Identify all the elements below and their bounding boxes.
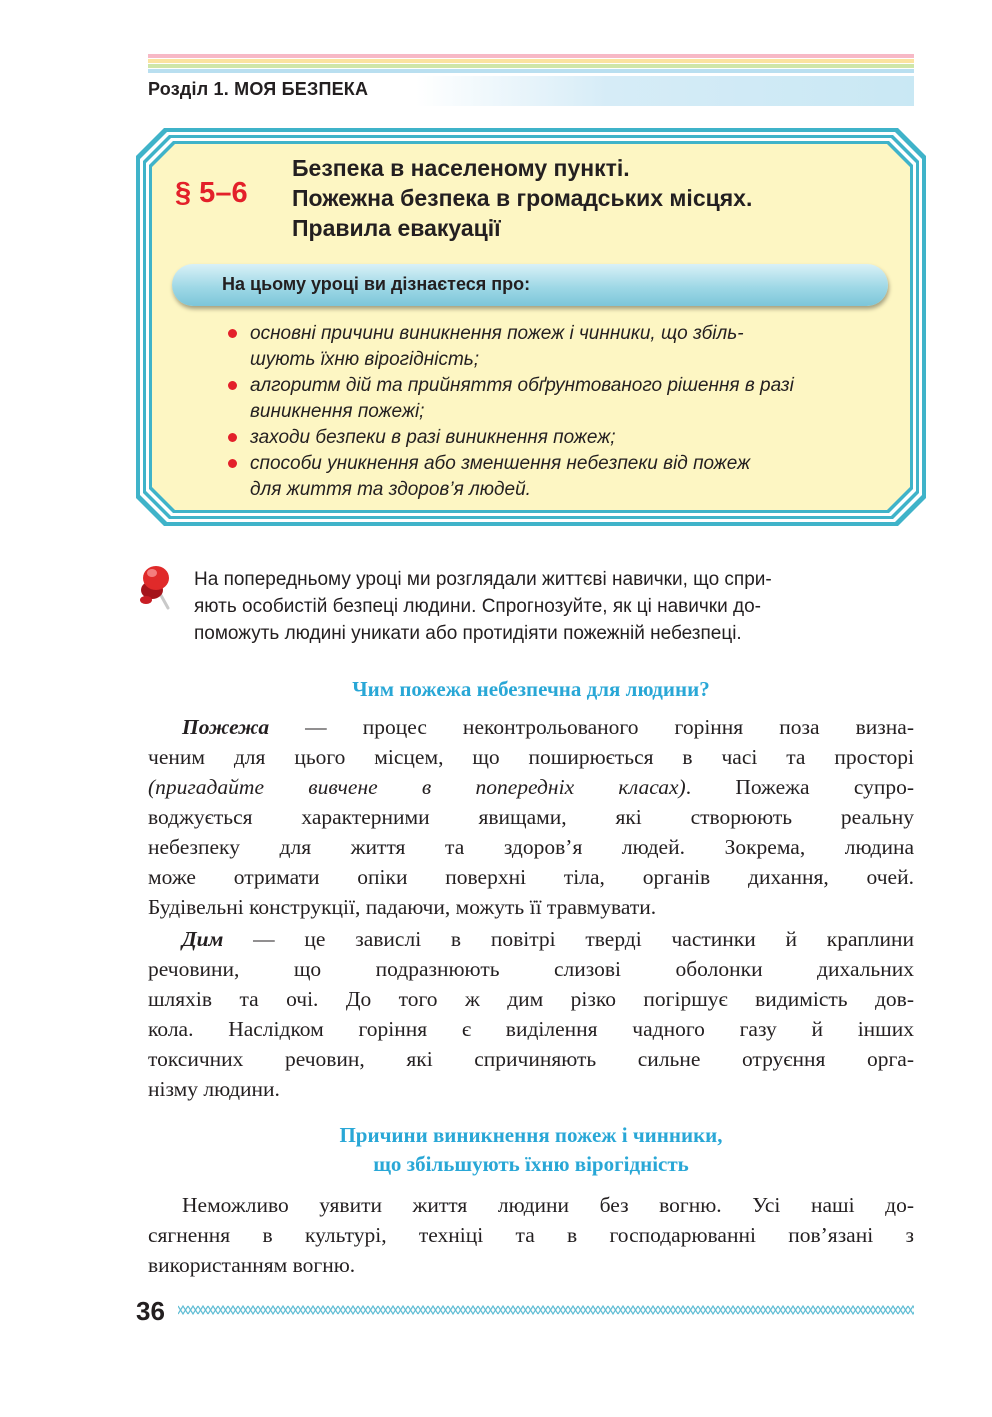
lesson-title <box>292 153 752 243</box>
paragraph-fire-intro <box>148 1190 914 1280</box>
list-item-line: основні причини виникнення пожеж і чинники, що збіль- <box>250 323 744 344</box>
lesson-title-line: Правила евакуації <box>292 215 501 241</box>
text-line: кола. Наслідком горіння є виділення чадного газу й інших <box>148 1017 914 1041</box>
section-label: Розділ 1. МОЯ БЕЗПЕКА <box>148 79 369 99</box>
intro-paragraph <box>194 566 914 647</box>
text-line: небезпеку для життя та здоров’я людей. Зокрема, людина <box>148 835 914 859</box>
text-line: Неможливо уявити життя людини без вогню. Усі наші до- <box>182 1193 914 1217</box>
text-line: використанням вогню. <box>148 1253 356 1277</box>
bullet-dot-icon <box>228 459 237 468</box>
list-item-line: виникнення пожежі; <box>250 401 425 422</box>
list-item-line: способи уникнення або зменшення небезпеки від пожеж <box>250 453 751 474</box>
text-line: може отримати опіки поверхні тіла, органів дихання, очей. <box>148 865 914 889</box>
text-fragment: — це завислі в повітрі тверді частинки й краплини <box>223 927 914 951</box>
section-heading: Чим пожежа небезпечна для людини? <box>352 677 710 701</box>
text-line: токсичних речовин, які спричиняють сильне отруєння орга- <box>148 1047 914 1071</box>
learning-objectives-list <box>228 321 878 503</box>
bullet-dot-icon <box>228 381 237 390</box>
list-item-line: алгоритм дій та прийняття обґрунтованого рішення в разі <box>250 375 794 396</box>
text-line: воджується характерними явищами, які створюють реальну <box>148 805 914 829</box>
text-line: ченим для цього місцем, що поширюється в часі та просторі <box>148 745 914 769</box>
intro-line: яють особистій безпеці людини. Спрогнозуйте, як ці навички до- <box>194 596 761 617</box>
paragraph-fire-definition <box>148 712 914 922</box>
bullet-dot-icon <box>228 433 237 442</box>
page-number: 36 <box>136 1296 165 1326</box>
lesson-title-line: Пожежна безпека в громадських місцях. <box>292 185 753 211</box>
list-item-line: для життя та здоров’я людей. <box>250 479 531 500</box>
list-item <box>228 373 878 425</box>
text-line: шляхів та очі. До того ж дим різко погіршує видимість дов- <box>148 987 914 1011</box>
section-heading: що збільшують їхню вірогідність <box>373 1152 689 1176</box>
text-line <box>148 924 914 954</box>
intro-line: На попередньому уроці ми розглядали життєві навички, що спри- <box>194 569 772 590</box>
zigzag-ornament <box>178 1302 914 1318</box>
stripe-blue <box>148 69 914 73</box>
learn-banner-label: На цьому уроці ви дізнаєтеся про: <box>222 274 531 294</box>
section-heading: Причини виникнення пожеж і чинники, <box>339 1123 723 1147</box>
text-fragment: — процес неконтрольованого горіння поза визна- <box>269 715 914 739</box>
paragraph-number: § 5–6 <box>175 177 248 209</box>
list-item-line: шують їхню вірогідність; <box>250 349 480 370</box>
list-item <box>228 425 878 451</box>
text-line: Будівельні конструкції, падаючи, можуть її травмувати. <box>148 895 657 919</box>
list-item <box>228 451 878 503</box>
text-fragment: . Пожежа супро- <box>685 775 914 799</box>
list-item-line: заходи безпеки в разі виникнення пожеж; <box>250 427 616 448</box>
lesson-title-line: Безпека в населеному пункті. <box>292 155 630 181</box>
stripe-green <box>148 64 914 68</box>
stripe-pink <box>148 54 914 58</box>
text-fragment-italic: (пригадайте вивчене в попередніх класах) <box>148 775 686 799</box>
text-line: речовини, що подразнюють слизові оболонки дихальних <box>148 957 914 981</box>
text-line: нізму людини. <box>148 1077 280 1101</box>
stripe-yellow <box>148 59 914 63</box>
intro-line: поможуть людині уникати або протидіяти пожежній небезпеці. <box>194 623 742 644</box>
term-smoke: Дим <box>182 927 224 951</box>
bullet-dot-icon <box>228 329 237 338</box>
text-line: сягнення в культурі, техніці та в господарюванні пов’язані з <box>148 1223 914 1247</box>
text-line <box>148 772 914 802</box>
term-fire: Пожежа <box>182 715 270 739</box>
text-line <box>148 712 914 742</box>
list-item <box>228 321 878 373</box>
paragraph-smoke-definition <box>148 924 914 1104</box>
pushpin-icon <box>138 562 184 614</box>
